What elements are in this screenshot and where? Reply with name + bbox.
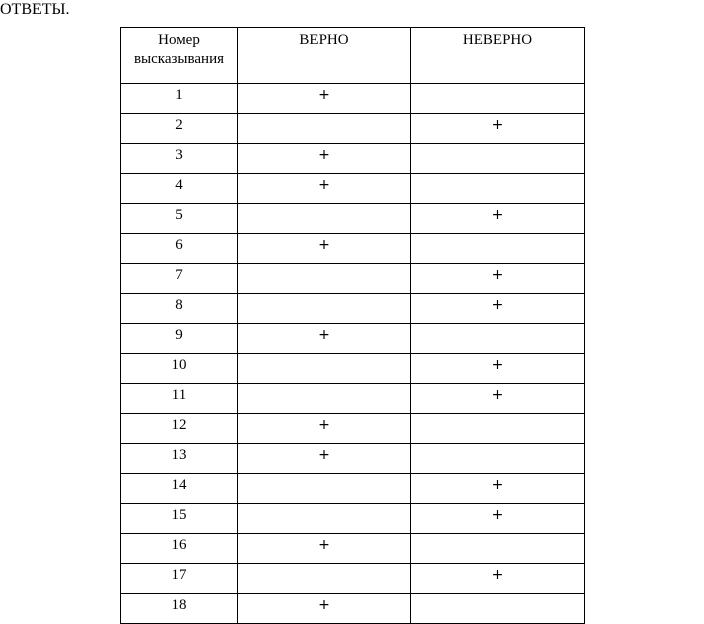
false-mark-cell: +	[411, 294, 585, 324]
true-mark-cell: +	[238, 174, 411, 204]
table-row	[121, 324, 585, 354]
true-mark-cell	[238, 114, 411, 144]
answers-table	[120, 27, 585, 624]
false-mark-cell: +	[411, 504, 585, 534]
false-mark-cell	[411, 174, 585, 204]
table-row	[121, 504, 585, 534]
table-row	[121, 264, 585, 294]
table-row	[121, 534, 585, 564]
statement-number-cell: 11	[121, 384, 238, 414]
statement-number-cell: 16	[121, 534, 238, 564]
true-mark-cell: +	[238, 84, 411, 114]
statement-number-cell: 3	[121, 144, 238, 174]
table-row	[121, 234, 585, 264]
header-number-line2: высказывания	[133, 51, 225, 67]
table-row	[121, 414, 585, 444]
true-mark-cell	[238, 204, 411, 234]
true-mark-cell: +	[238, 444, 411, 474]
false-mark-cell: +	[411, 204, 585, 234]
false-mark-cell	[411, 414, 585, 444]
true-mark-cell	[238, 564, 411, 594]
statement-number-cell: 13	[121, 444, 238, 474]
false-mark-cell	[411, 594, 585, 624]
false-mark-cell	[411, 144, 585, 174]
true-mark-cell: +	[238, 144, 411, 174]
header-row	[121, 28, 585, 84]
statement-number-cell: 1	[121, 84, 238, 114]
false-mark-cell	[411, 534, 585, 564]
document-title: ОТВЕТЫ.	[0, 1, 70, 18]
header-number-line1: Номер	[158, 32, 200, 48]
true-mark-cell	[238, 384, 411, 414]
header-false: НЕВЕРНО	[411, 28, 585, 84]
statement-number-cell: 12	[121, 414, 238, 444]
statement-number-cell: 8	[121, 294, 238, 324]
header-true: ВЕРНО	[238, 28, 411, 84]
header-statement-number	[121, 28, 238, 84]
table-row	[121, 84, 585, 114]
statement-number-cell: 7	[121, 264, 238, 294]
false-mark-cell	[411, 324, 585, 354]
statement-number-cell: 2	[121, 114, 238, 144]
table-row	[121, 354, 585, 384]
false-mark-cell: +	[411, 354, 585, 384]
statement-number-cell: 10	[121, 354, 238, 384]
true-mark-cell: +	[238, 234, 411, 264]
answers-body	[121, 84, 585, 624]
false-mark-cell	[411, 84, 585, 114]
false-mark-cell: +	[411, 114, 585, 144]
true-mark-cell	[238, 504, 411, 534]
table-row	[121, 564, 585, 594]
true-mark-cell: +	[238, 534, 411, 564]
true-mark-cell	[238, 264, 411, 294]
statement-number-cell: 9	[121, 324, 238, 354]
table-row	[121, 594, 585, 624]
statement-number-cell: 17	[121, 564, 238, 594]
true-mark-cell	[238, 294, 411, 324]
false-mark-cell	[411, 234, 585, 264]
table-row	[121, 384, 585, 414]
true-mark-cell: +	[238, 414, 411, 444]
true-mark-cell	[238, 474, 411, 504]
table-row	[121, 174, 585, 204]
false-mark-cell: +	[411, 564, 585, 594]
false-mark-cell: +	[411, 474, 585, 504]
table-row	[121, 114, 585, 144]
false-mark-cell: +	[411, 384, 585, 414]
false-mark-cell: +	[411, 264, 585, 294]
table-row	[121, 144, 585, 174]
statement-number-cell: 18	[121, 594, 238, 624]
true-mark-cell: +	[238, 324, 411, 354]
statement-number-cell: 15	[121, 504, 238, 534]
table-row	[121, 294, 585, 324]
statement-number-cell: 14	[121, 474, 238, 504]
table-row	[121, 444, 585, 474]
table-row	[121, 474, 585, 504]
false-mark-cell	[411, 444, 585, 474]
statement-number-cell: 4	[121, 174, 238, 204]
table-row	[121, 204, 585, 234]
statement-number-cell: 6	[121, 234, 238, 264]
true-mark-cell: +	[238, 594, 411, 624]
true-mark-cell	[238, 354, 411, 384]
statement-number-cell: 5	[121, 204, 238, 234]
